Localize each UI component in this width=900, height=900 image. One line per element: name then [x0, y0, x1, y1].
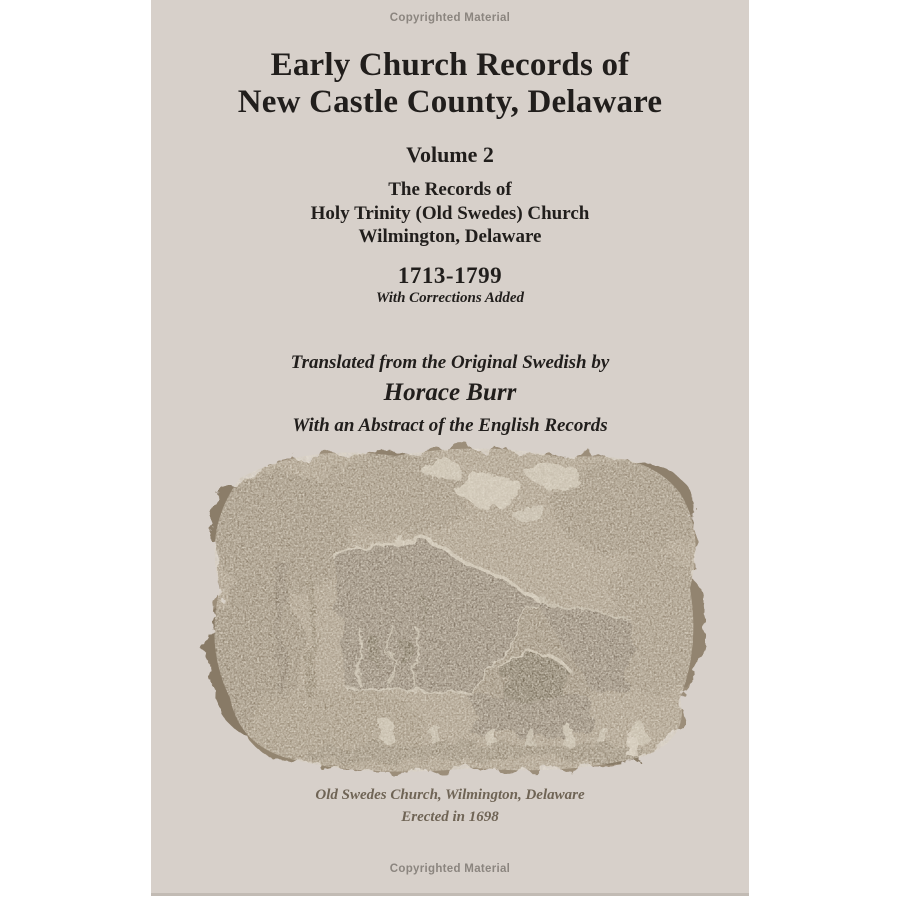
translator-name: Horace Burr	[383, 379, 517, 406]
date-range: 1713-1799	[397, 263, 503, 288]
subtitle-line3: Wilmington, Delaware	[358, 226, 542, 247]
subtitle-line2: Holy Trinity (Old Swedes) Church	[310, 202, 590, 224]
illustration-caption-line1: Old Swedes Church, Wilmington, Delaware	[315, 787, 585, 803]
church-etching-illustration	[185, 438, 715, 782]
volume-label: Volume 2	[406, 142, 494, 167]
illustration-caption-line2: Erected in 1698	[401, 809, 499, 825]
copyright-banner-bottom: Copyrighted Material	[389, 863, 511, 875]
copyright-banner-top: Copyrighted Material	[389, 12, 511, 24]
book-title-line2: New Castle County, Delaware	[237, 84, 663, 120]
book-cover	[151, 0, 749, 896]
subtitle-block	[151, 178, 749, 249]
illustration-caption	[151, 784, 749, 828]
corrections-note: With Corrections Added	[375, 290, 525, 306]
book-title-line1: Early Church Records of	[270, 47, 630, 83]
book-title	[151, 47, 749, 121]
abstract-note: With an Abstract of the English Records	[292, 415, 608, 436]
translation-credit: Translated from the Original Swedish by	[290, 352, 610, 373]
subtitle-line1: The Records of	[388, 179, 512, 200]
